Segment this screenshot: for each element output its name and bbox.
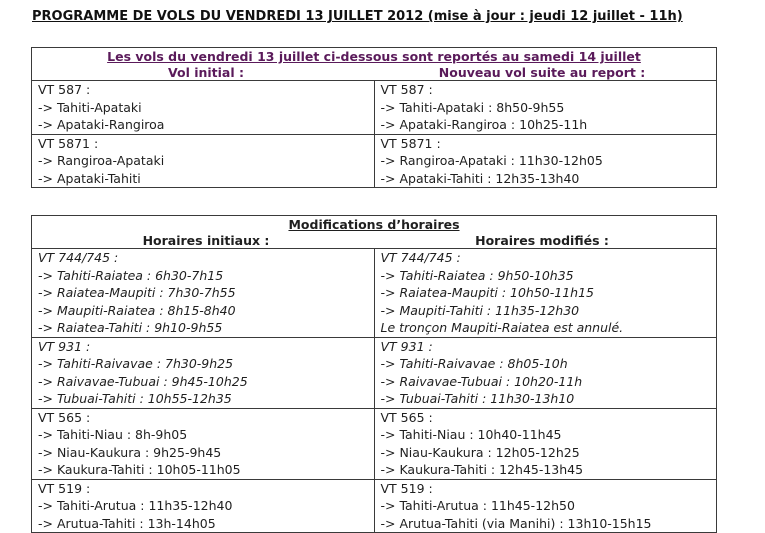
- initial-cell: [32, 81, 375, 135]
- flight-segment: -> Tahiti-Raivavae : 7h30-9h25: [38, 356, 234, 371]
- flight-segment: -> Raivavae-Tubuai : 10h20-11h: [380, 373, 583, 389]
- flight-segment: -> Maupiti-Tahiti : 11h35-12h30: [380, 302, 580, 318]
- flight-segment: -> Kaukura-Tahiti : 10h05-11h05: [38, 462, 241, 477]
- postponed-table-heading: Les vols du vendredi 13 juillet ci-dessous sont reportés au samedi 14 juillet: [107, 49, 641, 64]
- flight-number: VT 5871 :: [380, 135, 441, 151]
- modified-cell: [374, 337, 717, 408]
- flight-segment: -> Tahiti-Apataki : 8h50-9h55: [380, 99, 565, 115]
- flight-segment: -> Tahiti-Apataki: [38, 99, 142, 115]
- flight-number: VT 931 :: [380, 338, 433, 354]
- flight-number: VT 519 :: [38, 480, 91, 496]
- col-new-flight: Nouveau vol suite au report :: [438, 65, 646, 80]
- modified-cell: [374, 408, 717, 479]
- flight-segment: -> Raiatea-Maupiti : 7h30-7h55: [38, 285, 236, 300]
- flight-segment: -> Tahiti-Arutua : 11h35-12h40: [38, 498, 233, 513]
- flight-number: VT 519 :: [380, 480, 433, 496]
- col-initial-flight: Vol initial :: [167, 65, 244, 80]
- changes-table-header: [32, 216, 717, 249]
- initial-cell: [32, 249, 375, 338]
- flight-segment: -> Rangiroa-Apataki : 11h30-12h05: [380, 153, 603, 168]
- modified-cell: [374, 134, 717, 188]
- flight-segment: -> Niau-Kaukura : 12h05-12h25: [380, 444, 580, 460]
- table-row: [32, 134, 717, 188]
- flight-number: VT 587 :: [38, 82, 91, 97]
- initial-cell: [32, 134, 375, 188]
- table-row: [32, 249, 717, 338]
- flight-segment: -> Apataki-Rangiroa: [38, 117, 165, 132]
- flight-segment: -> Tahiti-Raivavae : 8h05-10h: [380, 356, 568, 371]
- flight-segment: -> Raivavae-Tubuai : 9h45-10h25: [38, 373, 248, 389]
- flight-segment: -> Apataki-Tahiti : 12h35-13h40: [380, 170, 580, 186]
- flight-segment: -> Tubuai-Tahiti : 10h55-12h35: [38, 391, 232, 406]
- table-row: [32, 337, 717, 408]
- flight-number: VT 744/745 :: [380, 250, 461, 265]
- changes-table-heading: Modifications d’horaires: [288, 217, 460, 232]
- schedule-changes-table: [31, 215, 717, 533]
- flight-number: VT 744/745 :: [38, 250, 119, 265]
- flight-segment: -> Kaukura-Tahiti : 12h45-13h45: [380, 462, 584, 477]
- flight-segment: -> Apataki-Rangiroa : 10h25-11h: [380, 117, 588, 132]
- flight-segment: -> Raiatea-Tahiti : 9h10-9h55: [38, 320, 223, 335]
- initial-cell: [32, 408, 375, 479]
- flight-segment: -> Tubuai-Tahiti : 11h30-13h10: [380, 391, 575, 406]
- col-modified-times: Horaires modifiés :: [475, 233, 609, 248]
- postponed-table-header: [32, 48, 717, 81]
- table-row: [32, 408, 717, 479]
- flight-segment: -> Tahiti-Niau : 10h40-11h45: [380, 427, 562, 442]
- flight-segment: -> Arutua-Tahiti (via Manihi) : 13h10-15h15: [380, 515, 652, 531]
- flight-segment: -> Tahiti-Arutua : 11h45-12h50: [380, 498, 575, 513]
- initial-cell: [32, 479, 375, 533]
- col-initial-times: Horaires initiaux :: [142, 233, 270, 248]
- modified-cell: [374, 249, 717, 338]
- postponed-flights-table: [31, 47, 717, 188]
- flight-segment: Le tronçon Maupiti-Raiatea est annulé.: [380, 320, 624, 335]
- table-row: [32, 81, 717, 135]
- flight-segment: -> Maupiti-Raiatea : 8h15-8h40: [38, 302, 236, 318]
- flight-number: VT 565 :: [380, 409, 433, 425]
- flight-segment: -> Arutua-Tahiti : 13h-14h05: [38, 515, 216, 531]
- modified-cell: [374, 479, 717, 533]
- table-row: [32, 479, 717, 533]
- flight-number: VT 565 :: [38, 409, 91, 425]
- flight-segment: -> Tahiti-Niau : 8h-9h05: [38, 427, 188, 442]
- flight-number: VT 931 :: [38, 338, 91, 354]
- flight-segment: -> Raiatea-Maupiti : 10h50-11h15: [380, 285, 594, 300]
- modified-cell: [374, 81, 717, 135]
- flight-segment: -> Rangiroa-Apataki: [38, 153, 165, 168]
- initial-cell: [32, 337, 375, 408]
- page-title: PROGRAMME DE VOLS DU VENDREDI 13 JUILLET 2012 (mise à jour : jeudi 12 juillet - 11h): [32, 9, 683, 24]
- flight-segment: -> Niau-Kaukura : 9h25-9h45: [38, 444, 222, 460]
- flight-number: VT 587 :: [380, 82, 433, 97]
- flight-segment: -> Apataki-Tahiti: [38, 170, 141, 186]
- flight-segment: -> Tahiti-Raiatea : 6h30-7h15: [38, 267, 224, 283]
- flight-number: VT 5871 :: [38, 135, 99, 151]
- flight-segment: -> Tahiti-Raiatea : 9h50-10h35: [380, 267, 574, 283]
